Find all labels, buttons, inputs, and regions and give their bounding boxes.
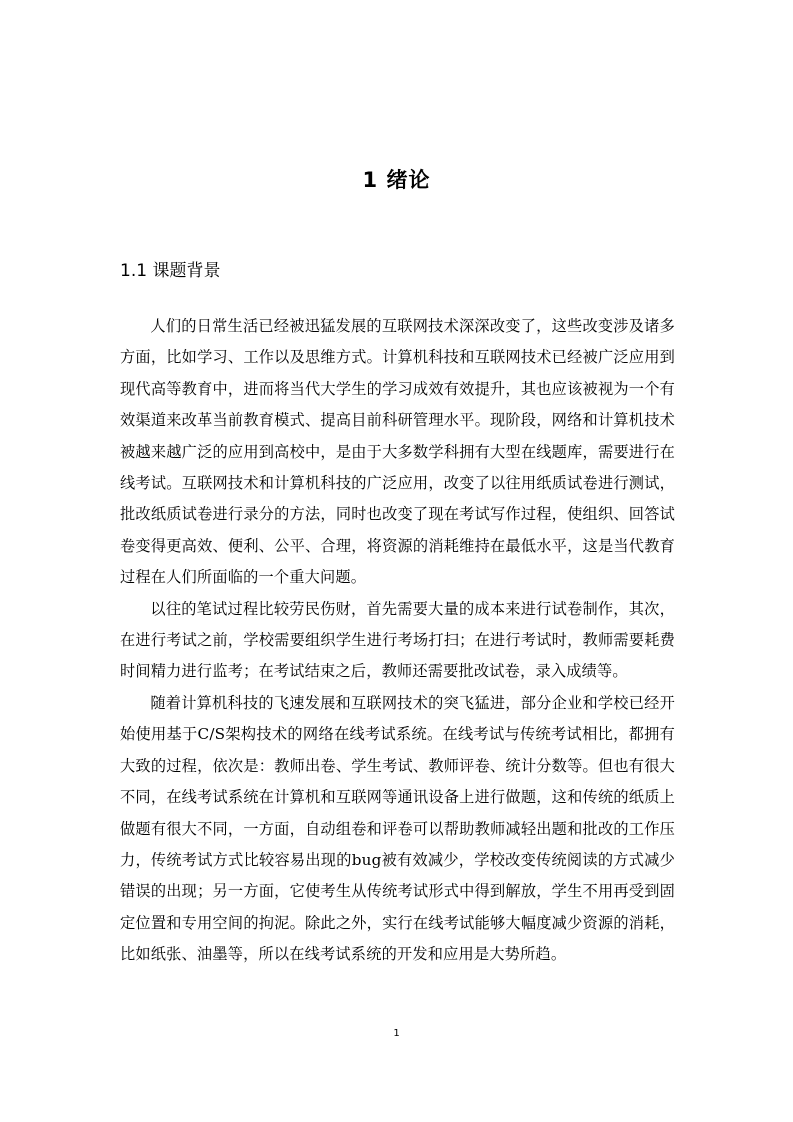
page-number: 1	[393, 1028, 400, 1039]
paragraph: 随着计算机科技的飞速发展和互联网技术的突飞猛进，部分企业和学校已经开始使用基于C/S架构技术的网络在线考试系统。在线考试与传统考试相比，都拥有大致的过程，依次是：教师出卷、学生考试、教师评卷、统计分数等。但也有很大不同，在线考试系统在计算机和互联网等通讯设备上进行做题，这和传统的纸质上做题有很大不同，一方面，自动组卷和评卷可以帮助教师减轻出题和批改的工作压力，传统考试方式比较容易出现的bug被有效减少，学校改变传统阅读的方式减少错误的出现；另一方面，它使考生从传统考试形式中得到解放，学生不用再受到固定位置和专用空间的拘泥。除此之外，实行在线考试能够大幅度减少资源的消耗，比如纸张、油墨等，所以在线考试系统的开发和应用是大势所趋。	[120, 693, 675, 964]
section-heading: 1.1 课题背景	[120, 261, 221, 281]
paragraph: 人们的日常生活已经被迅猛发展的互联网技术深深改变了，这些改变涉及诸多方面，比如学习、工作以及思维方式。计算机科技和互联网技术已经被广泛应用到现代高等教育中，进而将当代大学生的学习成效有效提升，其也应该被视为一个有效渠道来改革当前教育模式、提高目前科研管理水平。现阶段，网络和计算机技术被越来越广泛的应用到高校中，是由于大多数学科拥有大型在线题库，需要进行在线考试。互联网技术和计算机科技的广泛应用，改变了以往用纸质试卷进行测试，批改纸质试卷进行录分的方法，同时也改变了现在考试写作过程，使组织、回答试卷变得更高效、便利、公平、合理，将资源的消耗维持在最低水平，这是当代教育过程在人们所面临的一个重大问题。	[120, 317, 675, 587]
chapter-title: 1 绪论	[362, 168, 431, 192]
paragraph: 以往的笔试过程比较劳民伤财，首先需要大量的成本来进行试卷制作，其次，在进行考试之前，学校需要组织学生进行考场打扫；在进行考试时，教师需要耗费时间精力进行监考；在考试结束之后，教师还需要批改试卷，录入成绩等。	[120, 599, 675, 681]
body-text	[120, 311, 675, 971]
